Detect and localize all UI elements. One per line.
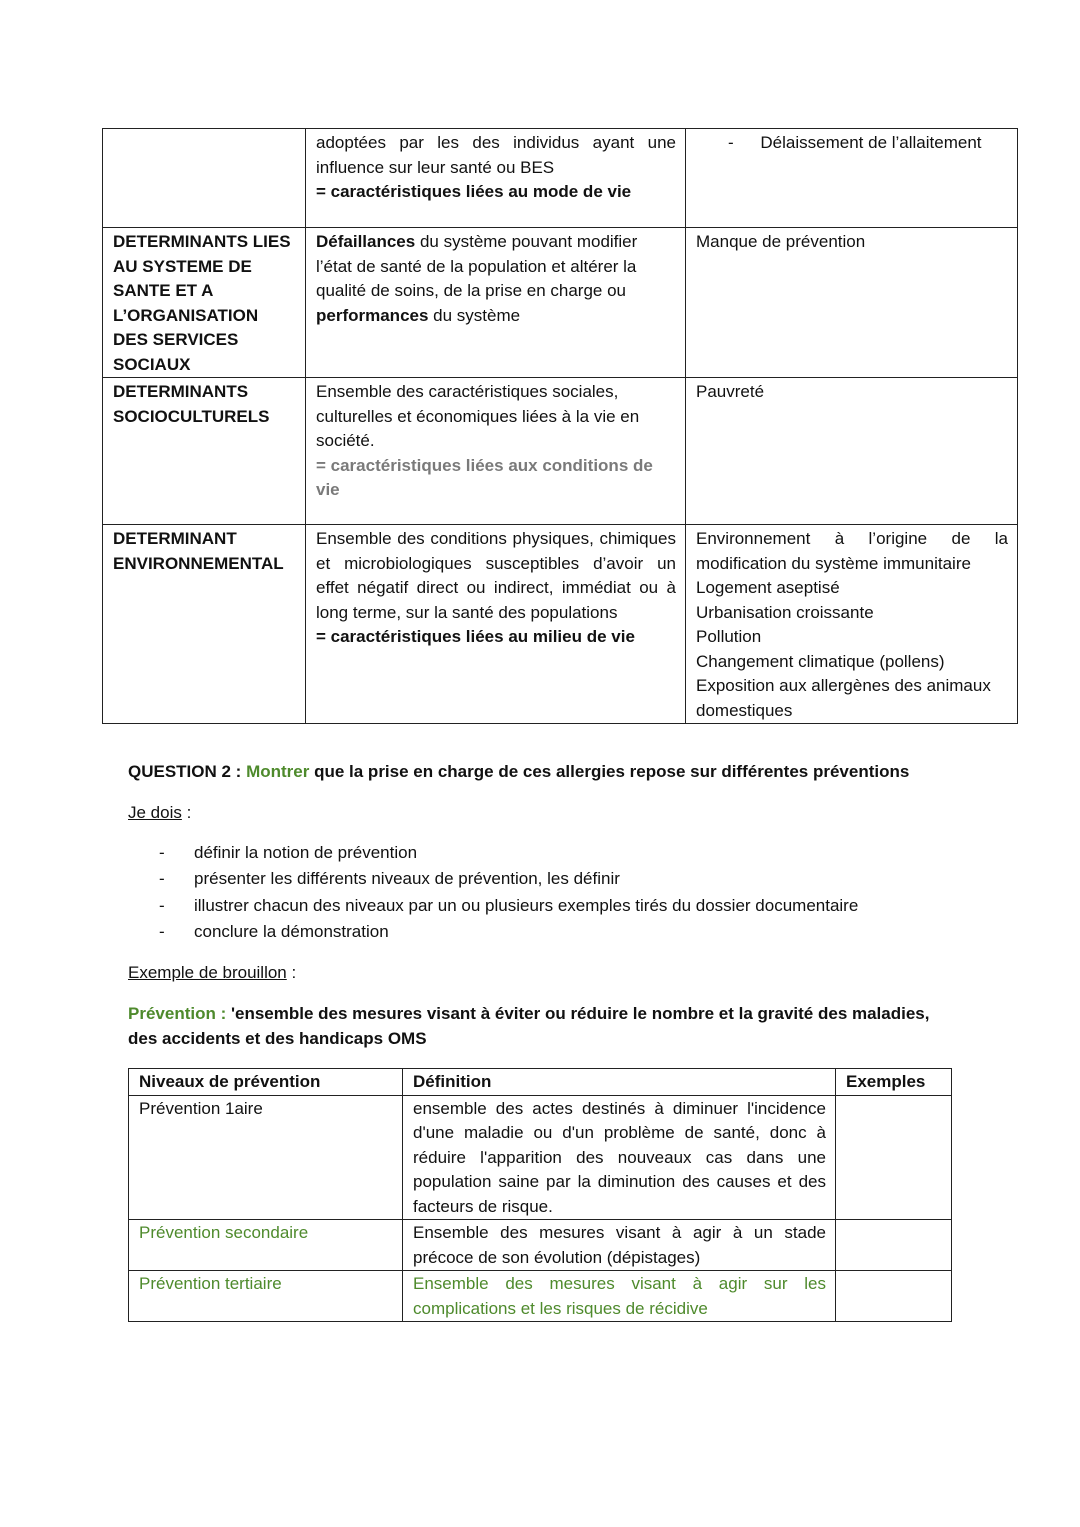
table-row <box>103 525 1018 724</box>
column-header: Définition <box>403 1069 836 1096</box>
prevention-level: Prévention 1aire <box>129 1095 403 1220</box>
table-row <box>129 1095 952 1220</box>
prevention-table <box>128 1068 952 1322</box>
list-item: - conclure la démonstration <box>155 920 858 946</box>
determinants-table <box>102 128 1018 724</box>
prevention-examples <box>836 1095 952 1220</box>
table-row <box>129 1271 952 1322</box>
column-header: Niveaux de prévention <box>129 1069 403 1096</box>
determinant-examples: - Délaissement de l’allaitement <box>686 129 1018 228</box>
je-dois-label: Je dois : <box>128 803 192 822</box>
list-item: - définir la notion de prévention <box>155 841 858 867</box>
prevention-term: Prévention : <box>128 1004 231 1023</box>
list-dash: - <box>159 895 165 915</box>
list-dash: - <box>728 133 734 152</box>
table-row <box>103 378 1018 525</box>
determinant-definition: Ensemble des conditions physiques, chimiques et microbiologiques susceptibles d’avoir un effet négatif direct ou indirect, immédiat ou à long terme, sur la santé des populations = caractéristiques liées au milieu de vie <box>306 525 686 724</box>
prevention-level: Prévention tertiaire <box>129 1271 403 1322</box>
prevention-definition-cell: Ensemble des mesures visant à agir sur les complications et les risques de récidive <box>403 1271 836 1322</box>
determinant-definition: Défaillances du système pouvant modifier l’état de santé de la population et altérer la qualité de soins, de la prise en charge ou performances du système <box>306 228 686 378</box>
table-row <box>103 129 1018 228</box>
question-verb: Montrer <box>246 762 310 781</box>
list-item: - présenter les différents niveaux de prévention, les définir <box>155 867 858 893</box>
determinant-label <box>103 129 306 228</box>
prevention-definition-cell: Ensemble des mesures visant à agir à un stade précoce de son évolution (dépistages) <box>403 1220 836 1271</box>
table-row <box>103 228 1018 378</box>
prevention-examples <box>836 1220 952 1271</box>
list-dash: - <box>159 921 165 941</box>
exemple-brouillon-label: Exemple de brouillon : <box>128 963 297 982</box>
prevention-level: Prévention secondaire <box>129 1220 403 1271</box>
column-header: Exemples <box>836 1069 952 1096</box>
determinant-examples: Pauvreté <box>686 378 1018 525</box>
determinant-definition: Ensemble des caractéristiques sociales, culturelles et économiques liées à la vie en société. = caractéristiques liées aux conditions de vie <box>306 378 686 525</box>
table-header-row <box>129 1069 952 1096</box>
question-2-title: QUESTION 2 : Montrer que la prise en charge de ces allergies repose sur différentes préventions <box>128 762 910 781</box>
prevention-definition-cell: ensemble des actes destinés à diminuer l'incidence d'une maladie ou d'un problème de santé, donc à réduire l'apparition des nouveaux cas dans une population saine par la diminution des causes et des facteurs de risque. <box>403 1095 836 1220</box>
determinant-examples: Manque de prévention <box>686 228 1018 378</box>
list-item: - illustrer chacun des niveaux par un ou plusieurs exemples tirés du dossier documentaire <box>155 894 858 920</box>
determinant-label: DETERMINANT ENVIRONNEMENTAL <box>103 525 306 724</box>
list-dash: - <box>159 843 165 862</box>
prevention-definition: Prévention : 'ensemble des mesures visant à éviter ou réduire le nombre et la gravité des maladies, des accidents et des handicaps OMS <box>128 1004 930 1048</box>
determinant-examples: Environnement à l’origine de la modification du système immunitaire Logement aseptisé Urbanisation croissante Pollution Changement climatique (pollens) Exposition aux allergènes des animaux domestiques <box>686 525 1018 724</box>
determinant-definition: adoptées par les des individus ayant une influence sur leur santé ou BES = caractéristiques liées au mode de vie <box>306 129 686 228</box>
determinant-label: DETERMINANTS LIES AU SYSTEME DE SANTE ET A L’ORGANISATION DES SERVICES SOCIAUX <box>103 228 306 378</box>
table-row <box>129 1220 952 1271</box>
prevention-examples <box>836 1271 952 1322</box>
task-list <box>155 841 858 946</box>
list-dash: - <box>159 869 165 889</box>
determinant-label: DETERMINANTS SOCIOCULTURELS <box>103 378 306 525</box>
